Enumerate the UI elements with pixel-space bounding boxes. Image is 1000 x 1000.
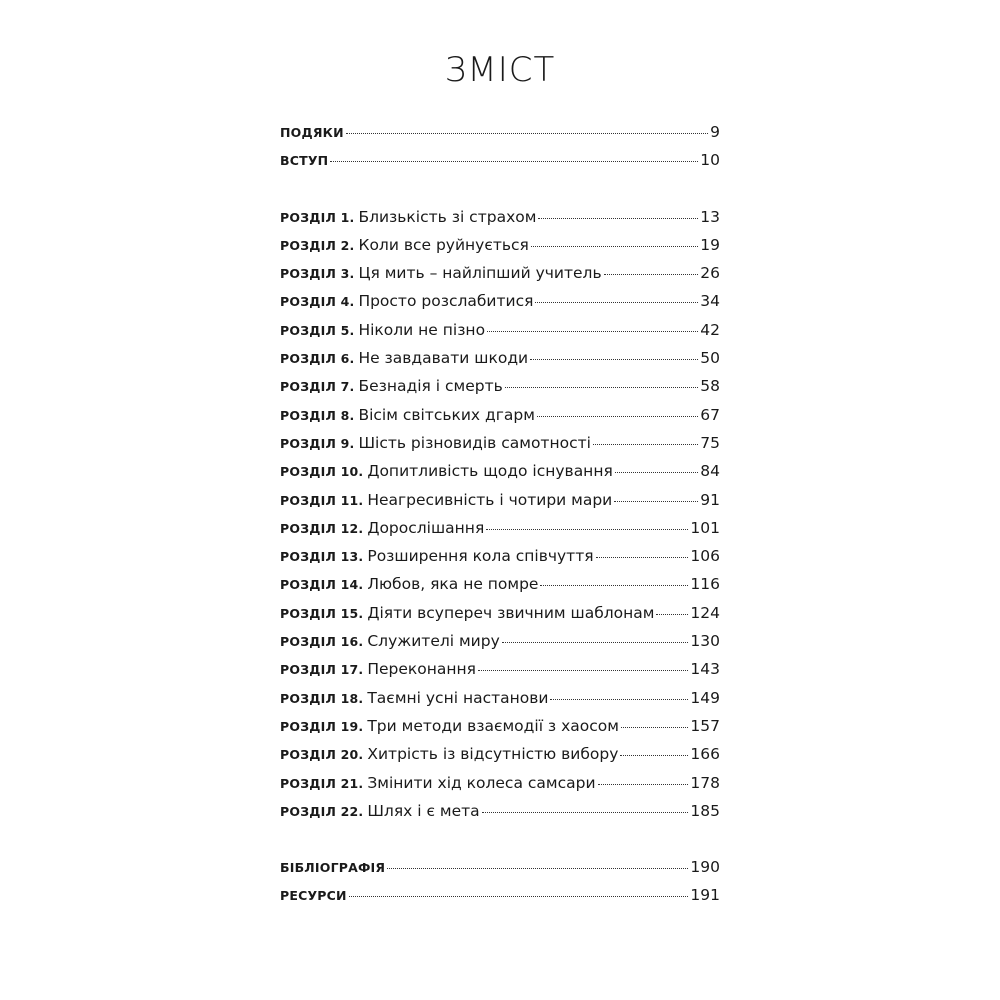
toc-entry-title: Переконання: [367, 660, 476, 679]
toc-entry-page-number: 178: [690, 773, 720, 792]
toc-dot-leader: [656, 614, 688, 615]
toc-entry-label: БІБЛІОГРАФІЯ: [280, 860, 386, 876]
toc-entry: [280, 287, 720, 315]
toc-entry-label: РОЗДІЛ 13.: [280, 549, 364, 565]
toc-entry: [280, 203, 720, 231]
toc-dot-leader: [598, 784, 689, 785]
toc-entry-page-number: 116: [690, 575, 720, 594]
toc-dot-leader: [604, 274, 699, 275]
toc-entry: [280, 344, 720, 372]
table-of-contents: [280, 118, 720, 910]
toc-entry-title: Шлях і є мета: [367, 801, 480, 820]
toc-entry: [280, 486, 720, 514]
toc-entry-title: Ця мить – найліпший учитель: [358, 264, 602, 283]
toc-chapters: [280, 203, 720, 826]
toc-entry-label: РОЗДІЛ 3.: [280, 266, 355, 282]
toc-dot-leader: [482, 812, 689, 813]
toc-entry-label: РОЗДІЛ 21.: [280, 775, 364, 791]
toc-dot-leader: [486, 529, 688, 530]
toc-dot-leader: [614, 501, 698, 502]
toc-entry-label: РОЗДІЛ 20.: [280, 747, 364, 763]
toc-dot-leader: [530, 359, 698, 360]
toc-entry-title: Змінити хід колеса самсари: [367, 773, 596, 792]
toc-entry-label: РОЗДІЛ 1.: [280, 209, 355, 225]
toc-entry-label: РОЗДІЛ 18.: [280, 690, 364, 706]
toc-entry-title: Ніколи не пізно: [358, 320, 486, 339]
toc-entry: [280, 542, 720, 570]
toc-entry: [280, 627, 720, 655]
toc-entry: [280, 372, 720, 400]
toc-front-matter: [280, 118, 720, 175]
toc-entry-title: Неагресивність і чотири мари: [367, 490, 613, 509]
toc-entry-label: РОЗДІЛ 17.: [280, 662, 364, 678]
toc-entry-title: Діяти всупереч звичним шаблонам: [367, 603, 655, 622]
toc-entry-page-number: 185: [690, 801, 720, 820]
toc-dot-leader: [593, 444, 698, 445]
toc-dot-leader: [478, 670, 688, 671]
toc-entry-title: Допитливість щодо існування: [367, 462, 613, 481]
toc-entry: [280, 797, 720, 825]
toc-entry-title: Шість різновидів самотності: [358, 433, 591, 452]
toc-entry: [280, 146, 720, 174]
toc-entry: [280, 599, 720, 627]
toc-entry-label: РОЗДІЛ 9.: [280, 435, 355, 451]
toc-entry-title: Служителі миру: [367, 632, 500, 651]
toc-entry: [280, 712, 720, 740]
toc-entry-page-number: 58: [700, 377, 720, 396]
toc-entry: [280, 457, 720, 485]
toc-entry-label: РОЗДІЛ 15.: [280, 605, 364, 621]
toc-entry-label: РОЗДІЛ 19.: [280, 718, 364, 734]
toc-dot-leader: [596, 557, 689, 558]
toc-entry: [280, 514, 720, 542]
toc-entry: [280, 118, 720, 146]
toc-entry: [280, 570, 720, 598]
toc-entry-page-number: 84: [700, 462, 720, 481]
toc-entry-page-number: 124: [690, 603, 720, 622]
toc-dot-leader: [615, 472, 698, 473]
page-title: ЗМІСТ: [444, 50, 556, 90]
toc-entry-title: Таємні усні настанови: [367, 688, 549, 707]
toc-entry-title: Дорослішання: [367, 518, 485, 537]
toc-entry: [280, 429, 720, 457]
toc-entry-label: РОЗДІЛ 2.: [280, 237, 355, 253]
toc-entry-label: РОЗДІЛ 22.: [280, 803, 364, 819]
toc-dot-leader: [550, 699, 688, 700]
toc-entry-title: Розширення кола співчуття: [367, 547, 594, 566]
toc-dot-leader: [330, 161, 698, 162]
toc-dot-leader: [387, 868, 688, 869]
toc-entry-page-number: 166: [690, 745, 720, 764]
toc-dot-leader: [540, 585, 688, 586]
toc-entry-page-number: 143: [690, 660, 720, 679]
toc-entry-page-number: 190: [690, 858, 720, 877]
toc-entry-page-number: 67: [700, 405, 720, 424]
toc-dot-leader: [531, 246, 698, 247]
toc-entry: [280, 853, 720, 881]
toc-entry-label: РОЗДІЛ 14.: [280, 577, 364, 593]
toc-entry-label: РОЗДІЛ 5.: [280, 322, 355, 338]
toc-dot-leader: [502, 642, 689, 643]
toc-entry-page-number: 42: [700, 320, 720, 339]
toc-entry-page-number: 149: [690, 688, 720, 707]
toc-entry: [280, 231, 720, 259]
toc-dot-leader: [487, 331, 698, 332]
toc-entry-page-number: 50: [700, 349, 720, 368]
toc-dot-leader: [505, 387, 699, 388]
toc-dot-leader: [538, 218, 698, 219]
toc-dot-leader: [535, 302, 698, 303]
toc-entry: [280, 655, 720, 683]
toc-entry-page-number: 191: [690, 886, 720, 905]
toc-entry-page-number: 9: [710, 123, 720, 141]
toc-entry: [280, 401, 720, 429]
toc-entry-label: РЕСУРСИ: [280, 888, 347, 904]
toc-entry-page-number: 130: [690, 632, 720, 651]
toc-entry-label: РОЗДІЛ 6.: [280, 351, 355, 367]
toc-entry-title: Безнадія і смерть: [358, 377, 503, 396]
toc-dot-leader: [620, 755, 688, 756]
toc-dot-leader: [346, 133, 708, 134]
toc-entry-page-number: 101: [690, 518, 720, 537]
toc-entry-label: РОЗДІЛ 16.: [280, 634, 364, 650]
toc-entry-title: Близькість зі страхом: [358, 207, 537, 226]
toc-entry-title: Хитрість із відсутністю вибору: [367, 745, 619, 764]
toc-entry-title: Коли все руйнується: [358, 235, 529, 254]
toc-entry-page-number: 34: [700, 292, 720, 311]
toc-entry-label: РОЗДІЛ 10.: [280, 464, 364, 480]
toc-entry-title: Вісім світських дгарм: [358, 405, 535, 424]
toc-entry-title: Три методи взаємодії з хаосом: [367, 716, 619, 735]
toc-entry: [280, 259, 720, 287]
toc-entry-label: РОЗДІЛ 12.: [280, 520, 364, 536]
toc-back-matter: [280, 853, 720, 910]
toc-entry-page-number: 157: [690, 716, 720, 735]
toc-entry-label: ВСТУП: [280, 153, 329, 169]
toc-entry-title: Не завдавати шкоди: [358, 349, 529, 368]
toc-entry: [280, 740, 720, 768]
toc-entry-page-number: 106: [690, 547, 720, 566]
toc-entry-label: РОЗДІЛ 4.: [280, 294, 355, 310]
toc-dot-leader: [621, 727, 688, 728]
toc-entry-page-number: 19: [700, 235, 720, 254]
toc-entry: [280, 316, 720, 344]
toc-entry: [280, 881, 720, 909]
toc-entry-title: Любов, яка не помре: [367, 575, 539, 594]
toc-entry-page-number: 10: [700, 151, 720, 170]
toc-entry-label: РОЗДІЛ 11.: [280, 492, 364, 508]
toc-dot-leader: [349, 896, 689, 897]
toc-entry-label: РОЗДІЛ 8.: [280, 407, 355, 423]
toc-entry-title: Просто розслабитися: [358, 292, 534, 311]
toc-entry: [280, 684, 720, 712]
toc-entry-page-number: 13: [700, 207, 720, 226]
toc-entry-label: РОЗДІЛ 7.: [280, 379, 355, 395]
toc-entry-page-number: 75: [700, 433, 720, 452]
toc-entry-label: ПОДЯКИ: [280, 125, 344, 140]
toc-entry-page-number: 91: [700, 490, 720, 509]
toc-dot-leader: [537, 416, 698, 417]
toc-entry: [280, 769, 720, 797]
toc-entry-page-number: 26: [700, 264, 720, 283]
